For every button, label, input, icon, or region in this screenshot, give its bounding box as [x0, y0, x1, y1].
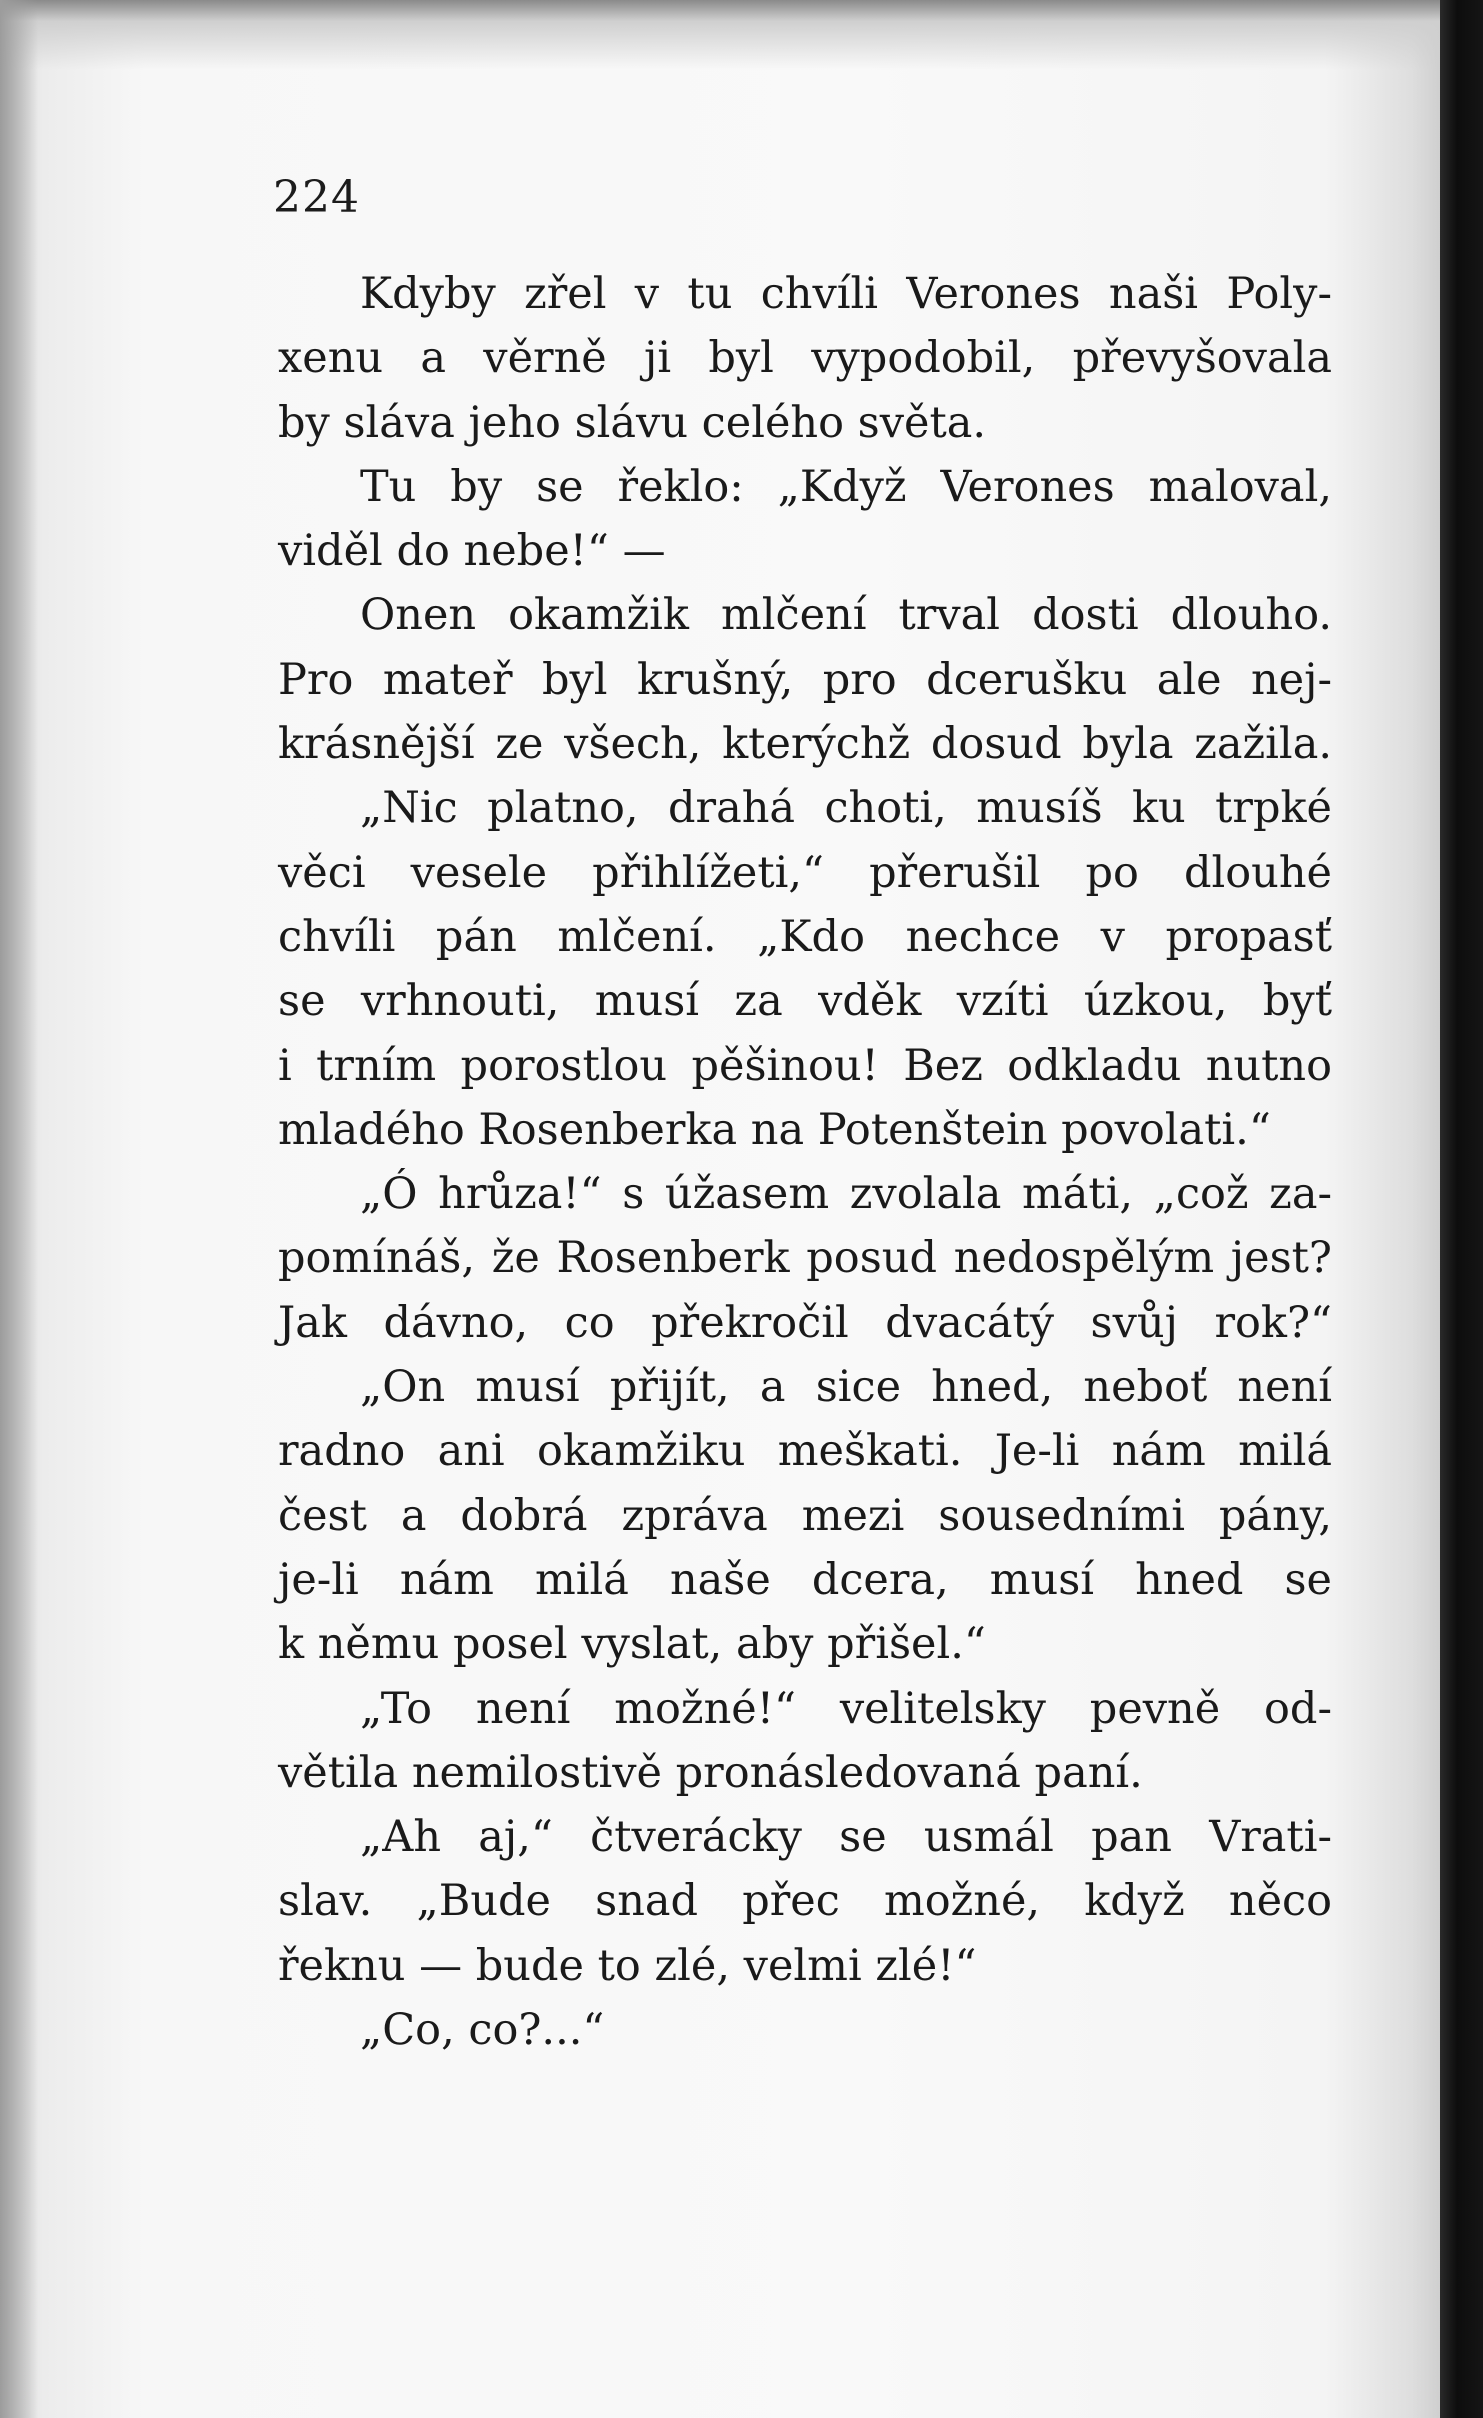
text-line: Tu by se řeklo: „Když Verones maloval, [360, 461, 1332, 512]
text-line: čest a dobrá zpráva mezi sousedními pány, [278, 1490, 1332, 1541]
text-line: větila nemilostivě pronásledovaná paní. [278, 1747, 1143, 1798]
text-line: Pro mateř byl krušný, pro dcerušku ale nej- [278, 654, 1332, 705]
text-line: Kdyby zřel v tu chvíli Verones naši Poly- [360, 269, 1332, 319]
text-line: chvíli pán mlčení. „Kdo nechce v propasť [278, 911, 1332, 962]
text-line: „On musí přijít, a sice hned, neboť není [360, 1362, 1332, 1413]
text-line: i trním porostlou pěšinou! Bez odkladu nutno [278, 1040, 1332, 1091]
text-line: krásnější ze všech, kterýchž dosud byla zažila. [278, 719, 1332, 770]
text-line: „To není možné!“ velitelsky pevně od- [360, 1683, 1332, 1734]
text-line: „Co, co?...“ [360, 2005, 605, 2056]
text-line: věci vesele přihlížeti,“ přerušil po dlouhé [278, 847, 1332, 898]
text-line: viděl do nebe!“ — [278, 526, 666, 577]
text-line: by sláva jeho slávu celého světa. [278, 397, 987, 448]
text-line: Jak dávno, co překročil dvacátý svůj rok?“ [278, 1297, 1332, 1348]
text-line: řeknu — bude to zlé, velmi zlé!“ [278, 1940, 977, 1991]
text-line: se vrhnouti, musí za vděk vzíti úzkou, byť [278, 976, 1332, 1027]
page-number: 224 [273, 172, 360, 223]
text-line: radno ani okamžiku meškati. Je-li nám milá [278, 1426, 1332, 1477]
body-text [278, 262, 1332, 2062]
page-left-shadow [0, 0, 38, 2418]
text-line: pomínáš, že Rosenberk posud nedospělým jest? [278, 1233, 1332, 1284]
text-line: je-li nám milá naše dcera, musí hned se [278, 1554, 1332, 1605]
text-line: mladého Rosenberka na Potenštein povolati.“ [278, 1104, 1271, 1155]
text-line: k němu posel vyslat, aby přišel.“ [278, 1619, 986, 1670]
text-line: „Ah aj,“ čtverácky se usmál pan Vrati- [360, 1812, 1332, 1863]
text-line: xenu a věrně ji byl vypodobil, převyšovala [278, 333, 1332, 384]
book-spine-edge [1440, 0, 1483, 2418]
text-line: slav. „Bude snad přec možné, když něco [278, 1876, 1332, 1927]
text-line: „Nic platno, drahá choti, musíš ku trpké [360, 783, 1332, 834]
page-top-shadow [0, 0, 1440, 70]
text-line: „Ó hrůza!“ s úžasem zvolala máti, „což za- [360, 1169, 1332, 1220]
text-line: Onen okamžik mlčení trval dosti dlouho. [360, 590, 1332, 641]
